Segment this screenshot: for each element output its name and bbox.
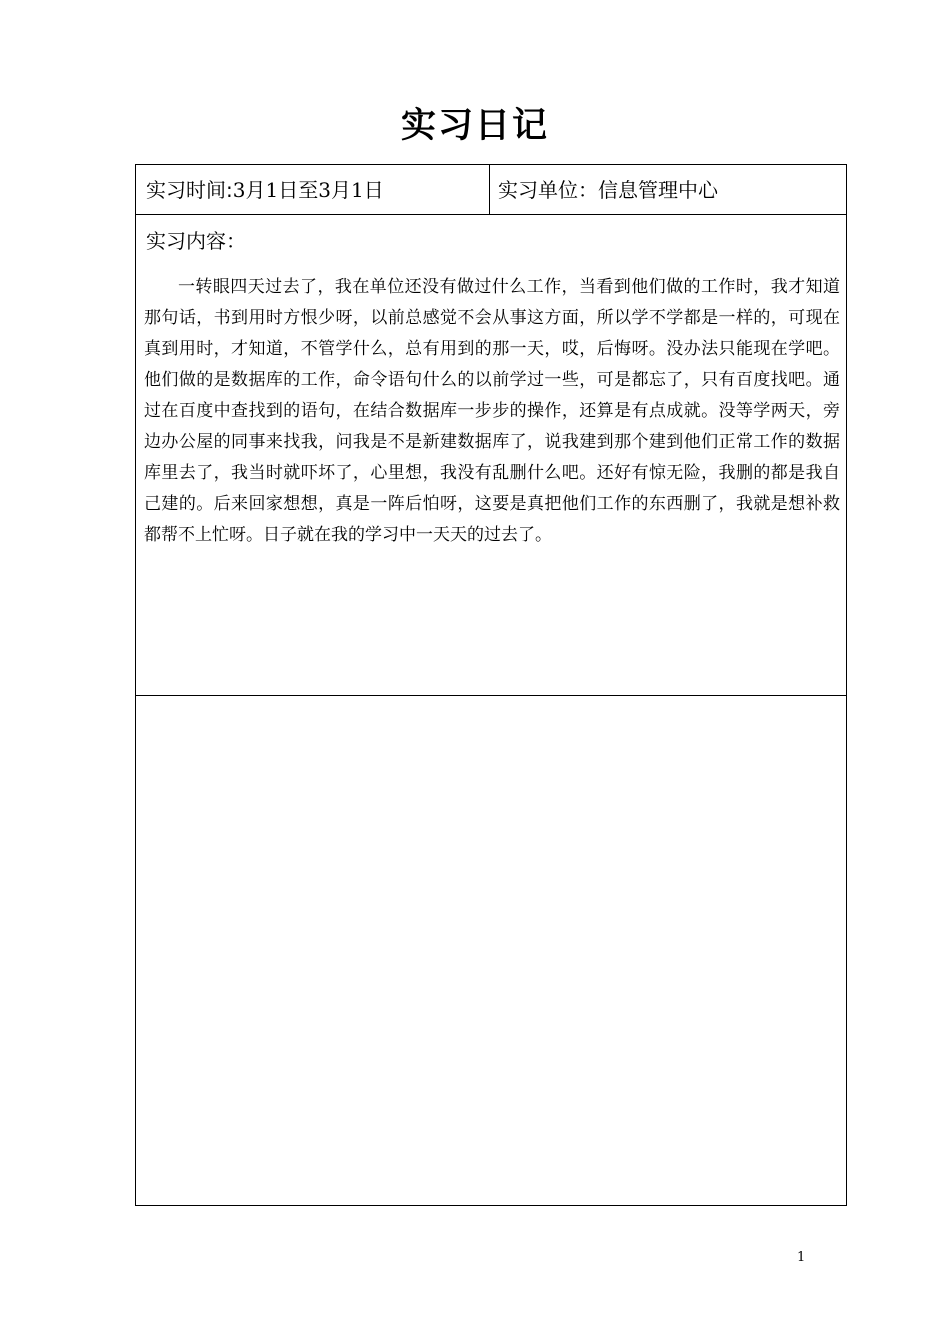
internship-time-cell (136, 165, 490, 214)
time-start-month: 3 (232, 178, 246, 202)
unit-value: 信息管理中心 (598, 178, 718, 202)
document-title: 实习日记 (400, 106, 549, 146)
time-end-month: 3 (318, 178, 331, 202)
time-start-day: 1 (265, 178, 279, 202)
page-number: 1 (797, 1250, 806, 1265)
diary-table (135, 164, 847, 1206)
blank-cell (136, 696, 846, 1205)
time-month-char: 月 (245, 178, 266, 202)
unit-label: 实习单位： (498, 178, 598, 202)
header-row (136, 165, 846, 215)
time-label: 实习时间: (146, 178, 233, 202)
time-month-char-2: 月 (330, 178, 351, 202)
time-day-char: 日 (363, 178, 384, 202)
content-label: 实习内容： (146, 229, 246, 253)
time-end-day: 1 (350, 178, 364, 202)
time-to-char: 日至 (278, 178, 319, 202)
content-cell (136, 215, 846, 696)
content-paragraph: 一转眼四天过去了，我在单位还没有做过什么工作，当看到他们做的工作时，我才知道那句话，书到用时方恨少呀，以前总感觉不会从事这方面，所以学不学都是一样的，可现在真到用时，才知道，不管学什么，总有用到的那一天，哎，后悔呀。没办法只能现在学吧。他们做的是数据库的工作，命令语句什么的以前学过一些，可是都忘了，只有百度找吧。通过在百度中查找到的语句，在结合数据库一步步的操作，还算是有点成就。没等学两天，旁边办公屋的同事来找我，问我是不是新建数据库了，说我建到那个建到他们正常工作的数据库里去了，我当时就吓坏了，心里想，我没有乱删什么吧。还好有惊无险，我删的都是我自己建的。后来回家想想，真是一阵后怕呀，这要是真把他们工作的东西删了，我就是想补救都帮不上忙呀。日子就在我的学习中一天天的过去了。 (144, 277, 840, 545)
